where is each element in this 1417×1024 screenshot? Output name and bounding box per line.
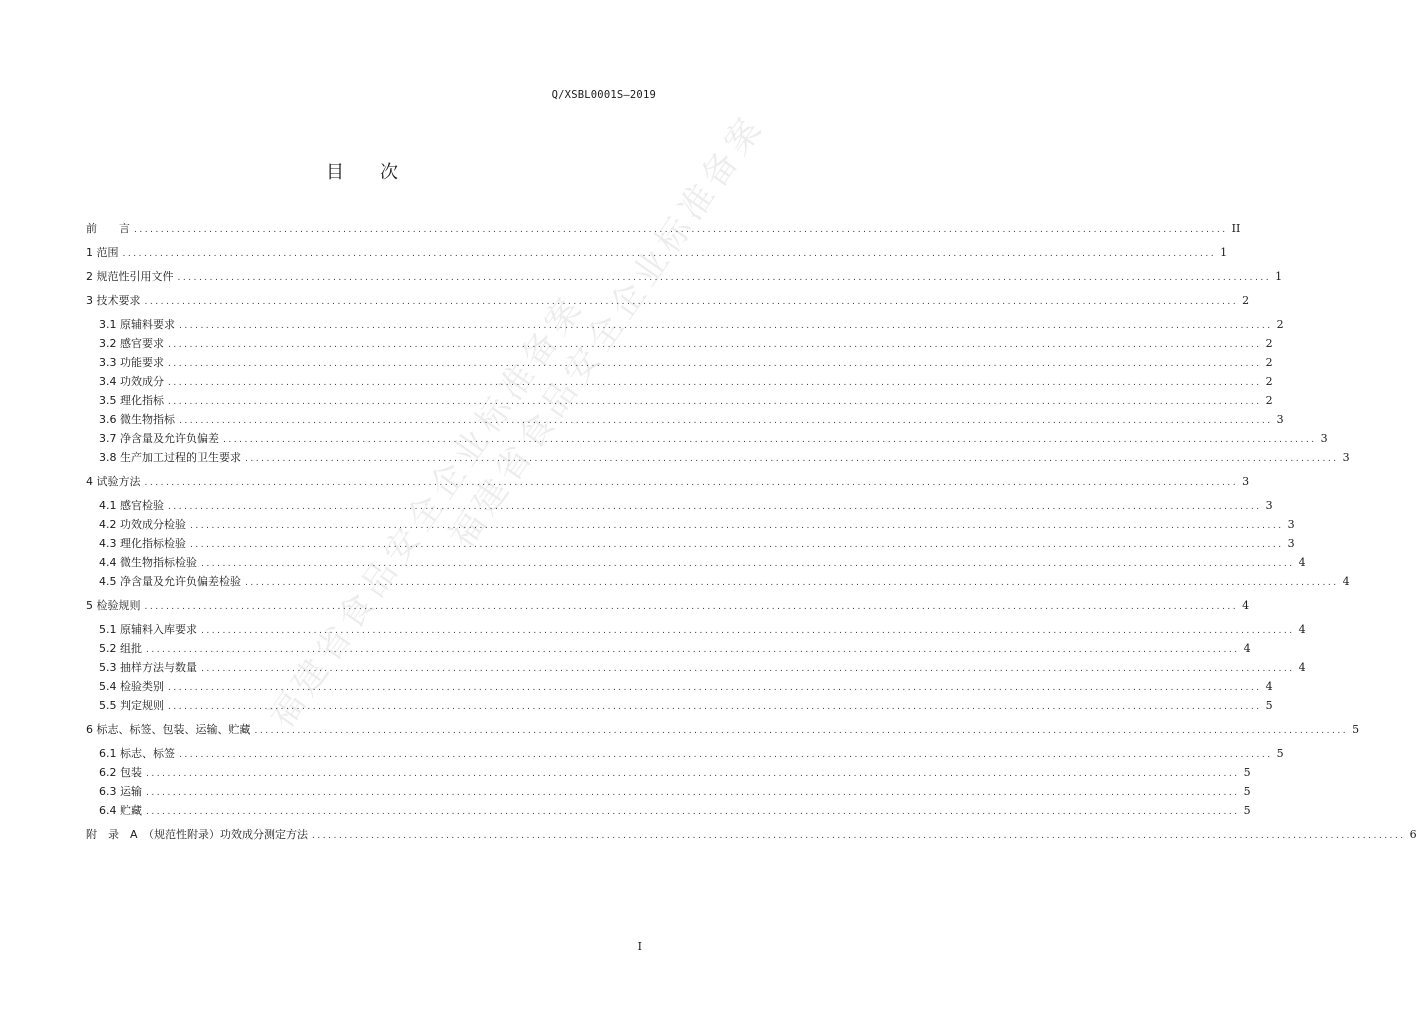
- toc-entry-label: 5.2 组批: [99, 642, 142, 655]
- toc-entry-page: 2: [1265, 356, 1273, 369]
- watermark-text-1: 福建省食品安全企业标准备案: [261, 286, 593, 736]
- title-char-1: 目: [326, 162, 344, 183]
- toc-entry-label: 4.3 理化指标检验: [99, 537, 186, 550]
- toc-entry[interactable]: [86, 553, 1306, 572]
- toc-entry[interactable]: [86, 620, 1306, 639]
- toc-entry-page: 3: [1276, 413, 1284, 426]
- toc-entry-page: 3: [1287, 518, 1295, 531]
- toc-leader-dots: [145, 598, 1239, 617]
- toc-entry[interactable]: [86, 782, 1251, 801]
- toc-entry[interactable]: [86, 219, 1241, 238]
- toc-entry-label: 6 标志、标签、包装、运输、贮藏: [86, 723, 251, 736]
- toc-entry[interactable]: [86, 677, 1273, 696]
- toc-entry-label: 2 规范性引用文件: [86, 270, 174, 283]
- title-char-2: 次: [380, 162, 398, 183]
- toc-entry-page: 3: [1242, 475, 1250, 488]
- toc-entry-label: 4 试验方法: [86, 475, 141, 488]
- toc-entry-page: 1: [1220, 246, 1228, 259]
- toc-leader-dots: [168, 698, 1262, 717]
- toc-entry-label: 前 言: [86, 222, 130, 235]
- toc-entry-label: 3 技术要求: [86, 294, 141, 307]
- toc-entry[interactable]: [86, 410, 1284, 429]
- toc-leader-dots: [245, 450, 1339, 469]
- toc-entry[interactable]: [86, 334, 1273, 353]
- toc-entry[interactable]: [86, 429, 1328, 448]
- toc-entry-label: 3.7 净含量及允许负偏差: [99, 432, 219, 445]
- toc-entry[interactable]: [86, 391, 1273, 410]
- toc-entry-label: 附 录 A （规范性附录）功效成分测定方法: [86, 828, 309, 841]
- toc-entry[interactable]: [86, 720, 1360, 739]
- toc-entry-page: 6: [1409, 828, 1417, 841]
- toc-leader-dots: [178, 269, 1272, 288]
- toc-leader-dots: [134, 221, 1228, 240]
- toc-entry[interactable]: [86, 658, 1306, 677]
- page-number: I: [637, 940, 642, 953]
- toc-entry[interactable]: [86, 696, 1273, 715]
- toc-leader-dots: [312, 827, 1406, 846]
- toc-entry[interactable]: [86, 243, 1228, 262]
- toc-entry-label: 1 范围: [86, 246, 119, 259]
- toc-leader-dots: [145, 293, 1239, 312]
- toc-entry-page: 5: [1352, 723, 1360, 736]
- toc-entry-label: 6.4 贮藏: [99, 804, 142, 817]
- toc-entry[interactable]: [86, 596, 1250, 615]
- toc-entry-page: 4: [1242, 599, 1250, 612]
- toc-entry-label: 3.5 理化指标: [99, 394, 164, 407]
- toc-leader-dots: [245, 574, 1339, 593]
- toc-entry-label: 3.3 功能要求: [99, 356, 164, 369]
- toc-entry[interactable]: [86, 353, 1273, 372]
- toc-entry-label: 6.1 标志、标签: [99, 747, 175, 760]
- toc-entry-page: 2: [1265, 337, 1273, 350]
- toc-entry-label: 4.2 功效成分检验: [99, 518, 186, 531]
- toc-entry-page: 4: [1298, 556, 1306, 569]
- toc-entry-label: 5.4 检验类别: [99, 680, 164, 693]
- toc-entry-label: 6.2 包装: [99, 766, 142, 779]
- toc-entry-page: 3: [1287, 537, 1295, 550]
- toc-entry-label: 5.5 判定规则: [99, 699, 164, 712]
- toc-entry-label: 4.4 微生物指标检验: [99, 556, 197, 569]
- toc-entry[interactable]: [86, 744, 1284, 763]
- toc-entry-label: 4.1 感官检验: [99, 499, 164, 512]
- toc-entry-page: 2: [1265, 394, 1273, 407]
- toc-entry[interactable]: [86, 267, 1283, 286]
- toc-entry-page: 5: [1276, 747, 1284, 760]
- document-code: Q/XSBL0001S—2019: [551, 89, 656, 101]
- toc-entry[interactable]: [86, 763, 1251, 782]
- toc-entry[interactable]: [86, 496, 1273, 515]
- toc-entry-label: 3.8 生产加工过程的卫生要求: [99, 451, 241, 464]
- toc-entry-label: 3.6 微生物指标: [99, 413, 175, 426]
- toc-leader-dots: [123, 245, 1217, 264]
- watermark-text-2: 福建省食品安全企业标准备案: [441, 106, 773, 556]
- toc-entry-label: 6.3 运输: [99, 785, 142, 798]
- toc-entry[interactable]: [86, 534, 1295, 553]
- toc-entry-label: 5 检验规则: [86, 599, 141, 612]
- toc-entry-page: 1: [1275, 270, 1283, 283]
- toc-entry-page: 5: [1265, 699, 1273, 712]
- toc-entry-page: 4: [1298, 623, 1306, 636]
- toc-entry[interactable]: [86, 639, 1251, 658]
- toc-entry-page: 2: [1276, 318, 1284, 331]
- toc-entry-page: 4: [1243, 642, 1251, 655]
- toc-leader-dots: [145, 474, 1239, 493]
- toc-entry[interactable]: [86, 825, 1417, 844]
- toc-entry-page: II: [1231, 222, 1241, 235]
- toc-entry-page: 3: [1342, 451, 1350, 464]
- toc-entry-label: 3.1 原辅料要求: [99, 318, 175, 331]
- toc-entry[interactable]: [86, 372, 1273, 391]
- toc-entry-label: 3.2 感官要求: [99, 337, 164, 350]
- toc-entry-page: 2: [1242, 294, 1250, 307]
- toc-entry-page: 3: [1320, 432, 1328, 445]
- toc-entry-page: 2: [1265, 375, 1273, 388]
- toc-entry-page: 5: [1243, 785, 1251, 798]
- toc-entry[interactable]: [86, 448, 1350, 467]
- toc-entry[interactable]: [86, 315, 1284, 334]
- toc-entry-label: 3.4 功效成分: [99, 375, 164, 388]
- toc-entry-label: 5.3 抽样方法与数量: [99, 661, 197, 674]
- page-title: [0, 158, 724, 184]
- toc-entry-label: 5.1 原辅料入库要求: [99, 623, 197, 636]
- toc-entry[interactable]: [86, 291, 1250, 310]
- toc-entry[interactable]: [86, 472, 1250, 491]
- toc-entry-page: 5: [1243, 766, 1251, 779]
- toc-entry-page: 4: [1265, 680, 1273, 693]
- toc-leader-dots: [255, 722, 1349, 741]
- toc-entry-page: 3: [1265, 499, 1273, 512]
- toc-entry[interactable]: [86, 572, 1350, 591]
- toc-entry-page: 5: [1243, 804, 1251, 817]
- toc-entry-label: 4.5 净含量及允许负偏差检验: [99, 575, 241, 588]
- toc-entry-page: 4: [1298, 661, 1306, 674]
- toc-entry-page: 4: [1342, 575, 1350, 588]
- toc-entry[interactable]: [86, 801, 1251, 820]
- toc-entry[interactable]: [86, 515, 1295, 534]
- toc-leader-dots: [146, 803, 1240, 822]
